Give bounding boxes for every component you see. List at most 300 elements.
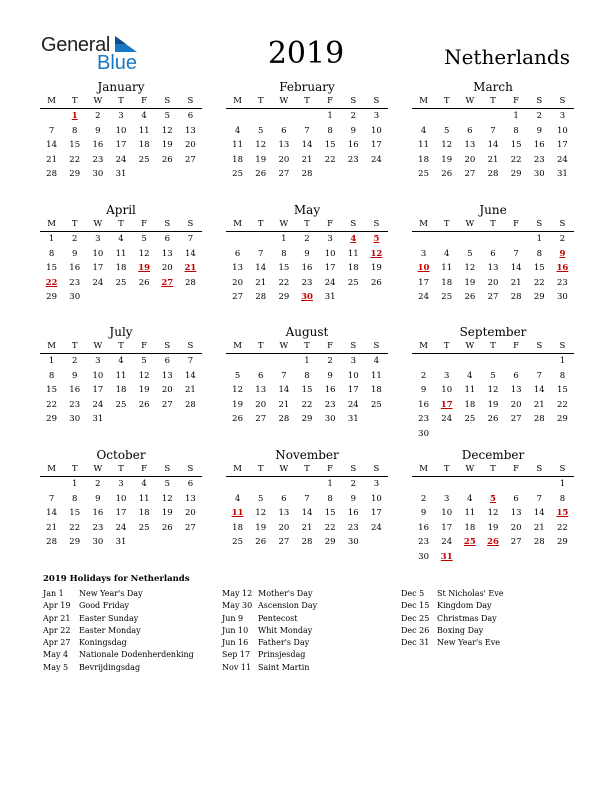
holiday-name: Pentecost [258,613,298,623]
logo-text-blue: Blue [97,52,138,74]
day: 24 [347,399,359,410]
day: 9 [350,125,356,136]
day: 30 [69,292,81,302]
day: 28 [185,399,196,410]
day: 6 [187,111,194,121]
day: 25 [441,292,453,302]
weekday-label: M [419,464,428,474]
day: 11 [115,370,127,381]
day: 8 [304,370,310,381]
day: 3 [95,356,101,366]
weekday-label: S [164,219,171,229]
day: 12 [255,508,267,518]
weekday-label: T [443,464,450,474]
weekday-label: T [304,96,310,106]
month-name: October [96,448,146,462]
weekday-label: F [327,341,334,351]
day: 22 [69,154,81,165]
day: 26 [138,277,150,288]
day-grid [412,477,574,564]
day: 5 [444,125,450,136]
day: 24 [92,277,104,288]
day-grid [40,232,202,305]
weekday-label: S [536,96,543,106]
holiday-date: Apr 21 [43,613,71,623]
day: 23 [557,277,568,288]
day: 28 [185,277,196,288]
weekday-label: M [233,96,242,106]
day: 21 [510,277,522,288]
day: 6 [490,248,496,259]
day: 23 [347,522,359,533]
day: 14 [255,263,267,273]
holiday-day: 25 [463,537,476,547]
day: 8 [536,248,542,259]
holiday-row [222,588,317,600]
day: 13 [487,263,499,273]
empty-cell [435,477,458,492]
holiday-day: 11 [231,508,244,518]
empty-cell [226,354,249,369]
day: 16 [69,263,81,273]
holiday-row [222,637,317,649]
weekday-label: F [141,341,148,351]
day: 28 [46,169,57,179]
holiday-day: 1 [71,111,78,121]
weekday-header [226,95,388,109]
day: 2 [95,479,101,489]
day: 20 [510,522,522,533]
weekday-label: S [536,464,543,474]
day-grid [40,477,202,550]
day: 6 [513,370,519,381]
day: 25 [138,154,150,165]
day: 8 [48,370,55,381]
day: 1 [48,356,55,366]
weekday-label: S [536,341,543,351]
day: 19 [441,154,453,165]
day: 7 [258,248,264,259]
day: 18 [138,508,150,518]
weekday-header [226,218,388,232]
holiday-date: Apr 27 [43,638,71,648]
day: 18 [115,263,127,273]
day: 22 [46,399,57,410]
day-grid [412,354,574,441]
day: 17 [324,263,336,273]
day: 6 [164,234,170,244]
day: 17 [347,385,359,395]
day: 8 [72,125,78,136]
day: 14 [278,385,290,395]
weekday-label: S [350,96,357,106]
holiday-name: Father's Day [258,638,310,648]
day: 15 [324,140,336,150]
holiday-day: 5 [490,493,496,504]
holiday-date: Dec 15 [401,601,430,611]
weekday-label: M [419,219,428,229]
weekday-label: W [279,96,289,106]
day: 9 [536,125,542,136]
day: 2 [304,234,310,244]
day: 28 [487,169,499,179]
day: 18 [441,277,453,288]
day: 1 [327,111,333,121]
weekday-label: S [559,464,566,474]
day: 27 [510,537,522,547]
day: 17 [92,385,104,395]
empty-cell [528,477,551,492]
weekday-label: S [187,464,194,474]
holiday-day: 19 [138,263,151,273]
day: 12 [161,493,173,504]
day: 15 [510,140,522,150]
day: 20 [161,385,173,395]
holiday-date: Dec 31 [401,638,430,648]
month-name: December [461,448,525,462]
day: 11 [138,125,150,136]
day: 6 [281,493,287,504]
day: 21 [46,522,57,533]
holiday-row [401,637,504,649]
day: 24 [441,537,453,547]
day: 24 [371,522,382,533]
day: 8 [48,248,55,259]
day: 31 [115,537,127,547]
day: 6 [164,356,170,366]
day: 25 [232,537,243,547]
day: 30 [533,169,545,179]
day: 5 [234,370,241,381]
day: 16 [69,385,81,395]
weekday-label: F [327,96,334,106]
day: 22 [557,399,568,410]
day: 5 [467,248,473,259]
day: 10 [92,370,104,381]
month-august [226,325,388,427]
month-november [226,448,388,550]
weekday-label: S [350,219,357,229]
day: 2 [350,111,356,121]
holiday-name: Boxing Day [437,625,484,635]
day: 12 [232,385,243,395]
day: 5 [490,370,496,381]
day: 25 [347,277,359,288]
day: 23 [347,154,359,165]
weekday-label: T [118,219,124,229]
day: 2 [420,370,427,381]
weekday-label: S [187,219,194,229]
weekday-label: S [559,219,566,229]
day: 8 [327,125,333,136]
day: 17 [371,140,382,150]
weekday-label: T [490,219,496,229]
month-name: September [459,325,527,339]
holiday-date: Jun 9 [222,613,244,623]
day: 31 [92,414,104,424]
month-name: July [109,325,133,339]
day: 21 [301,522,313,533]
day: 11 [138,493,150,504]
empty-cell [272,477,295,492]
weekday-label: S [559,341,566,351]
day: 25 [115,277,127,288]
day: 1 [536,234,542,244]
day: 25 [464,414,476,424]
day: 26 [161,154,173,165]
day: 2 [536,111,542,121]
weekday-label: F [513,96,520,106]
day: 3 [118,479,124,489]
day: 19 [371,263,382,273]
day: 15 [324,508,336,518]
day: 20 [510,399,522,410]
empty-cell [458,477,481,492]
day-grid [226,477,388,550]
holiday-name: Koningsdag [79,638,127,648]
holiday-date: Dec 5 [401,589,425,598]
day: 13 [278,508,290,518]
weekday-label: S [350,341,357,351]
day: 6 [258,370,264,381]
day: 30 [92,537,104,547]
day: 4 [118,356,124,366]
holiday-name: Easter Monday [79,625,141,635]
weekday-label: T [71,341,78,351]
day: 14 [533,385,545,395]
day: 27 [232,292,243,302]
day: 27 [161,399,173,410]
weekday-label: S [536,219,543,229]
weekday-label: T [257,96,264,106]
day: 21 [487,154,499,165]
day: 29 [510,169,522,179]
holiday-day: 31 [440,551,453,562]
day: 18 [347,263,359,273]
weekday-label: S [559,96,566,106]
weekday-label: M [233,219,242,229]
empty-cell [458,232,481,247]
day: 10 [115,493,127,504]
weekday-label: M [233,341,242,351]
holiday-date: May 12 [222,589,253,598]
day: 30 [324,414,336,424]
day: 7 [187,234,194,244]
day: 5 [164,111,170,121]
day: 3 [420,248,427,259]
holiday-date: Dec 26 [401,625,430,635]
weekday-header [226,340,388,354]
holiday-day: 5 [373,234,380,244]
day: 1 [559,356,566,366]
day: 9 [304,248,310,259]
day: 12 [487,508,499,518]
holiday-row [401,600,504,612]
empty-cell [505,354,528,369]
day: 9 [72,370,78,381]
day: 16 [92,140,104,150]
day: 31 [115,169,127,179]
holiday-name: Ascension Day [258,601,318,611]
day: 28 [301,537,313,547]
day: 13 [185,493,196,504]
day: 2 [72,356,78,366]
day: 30 [557,292,568,302]
month-name: April [106,203,136,217]
day: 26 [255,169,267,179]
weekday-label: W [279,219,289,229]
weekday-label: F [513,464,520,474]
weekday-label: W [93,219,103,229]
holidays-title: 2019 Holidays for Netherlands [43,574,190,584]
day: 27 [185,522,196,533]
day: 14 [533,508,545,518]
weekday-label: W [465,96,475,106]
day: 26 [487,414,499,424]
weekday-label: T [257,341,264,351]
day: 18 [232,522,243,533]
day: 21 [46,154,57,165]
day: 25 [418,169,429,179]
day: 26 [138,399,150,410]
day: 30 [92,169,104,179]
day: 28 [255,292,267,302]
holiday-name: Easter Sunday [79,613,139,623]
day: 25 [115,399,127,410]
weekday-label: S [164,341,171,351]
month-january [40,80,202,182]
weekday-label: T [118,464,124,474]
holiday-name: Prinsjesdag [258,650,306,660]
day: 12 [255,140,267,150]
weekday-label: S [373,464,380,474]
empty-cell [249,232,272,247]
holiday-row [222,662,317,674]
weekday-label: T [118,341,124,351]
empty-cell [435,232,458,247]
empty-cell [272,109,295,124]
holiday-row [43,649,194,661]
weekday-label: T [71,464,78,474]
holiday-day: 4 [350,234,357,244]
weekday-label: S [187,96,194,106]
weekday-label: F [327,464,334,474]
day: 20 [487,277,499,288]
day: 25 [371,399,382,410]
day: 15 [46,385,57,395]
day: 29 [69,169,81,179]
day: 16 [347,140,359,150]
day: 9 [95,493,101,504]
day: 19 [487,522,499,533]
day: 1 [513,111,519,121]
day: 23 [418,414,429,424]
day: 28 [46,537,57,547]
day: 3 [95,234,101,244]
day: 11 [347,248,359,259]
month-may [226,203,388,305]
empty-cell [481,354,504,369]
weekday-header [40,463,202,477]
day: 7 [490,125,496,136]
day: 14 [185,370,196,381]
month-name: February [279,80,335,94]
holiday-date: Nov 11 [222,662,252,672]
weekday-label: M [47,464,56,474]
day: 23 [301,277,313,288]
day: 23 [418,537,429,547]
day: 9 [72,248,78,259]
day: 21 [185,385,196,395]
weekday-label: T [257,464,264,474]
day: 30 [69,414,81,424]
weekday-label: M [419,96,428,106]
day: 10 [371,125,382,136]
day: 6 [513,493,519,504]
empty-cell [435,354,458,369]
month-april [40,203,202,305]
day: 4 [141,111,147,121]
day: 14 [185,248,196,259]
weekday-label: T [490,464,496,474]
day: 27 [464,169,476,179]
empty-cell [505,477,528,492]
day: 13 [185,125,196,136]
day: 26 [232,414,243,424]
month-march [412,80,574,182]
weekday-label: W [93,464,103,474]
day: 4 [118,234,124,244]
day: 29 [301,414,313,424]
day: 2 [559,234,566,244]
month-name: November [275,448,339,462]
day: 23 [69,277,81,288]
weekday-label: F [141,219,148,229]
month-name: August [285,325,329,339]
holiday-column [401,588,504,649]
day: 15 [301,385,313,395]
holiday-date: Jun 10 [222,625,249,635]
day: 12 [487,385,499,395]
day: 25 [232,169,243,179]
weekday-label: T [304,219,310,229]
holiday-name: Bevrijdingsdag [79,662,141,672]
day: 14 [46,508,57,518]
day: 8 [559,370,566,381]
day: 15 [69,508,81,518]
day: 1 [72,479,78,489]
day: 21 [301,154,313,165]
day: 2 [350,479,356,489]
empty-cell [40,477,63,492]
day: 7 [536,370,542,381]
weekday-label: T [118,96,124,106]
holiday-day: 30 [301,292,313,302]
day: 19 [487,399,499,410]
day: 23 [92,522,104,533]
day: 31 [557,169,568,179]
holiday-name: Mother's Day [258,589,313,598]
country-title: Netherlands [444,45,570,69]
day: 1 [48,234,55,244]
day: 12 [138,370,150,381]
day: 24 [441,414,453,424]
day: 7 [281,370,287,381]
day: 26 [161,522,173,533]
holiday-day: 15 [556,508,569,518]
empty-cell [226,109,249,124]
day: 28 [533,537,545,547]
